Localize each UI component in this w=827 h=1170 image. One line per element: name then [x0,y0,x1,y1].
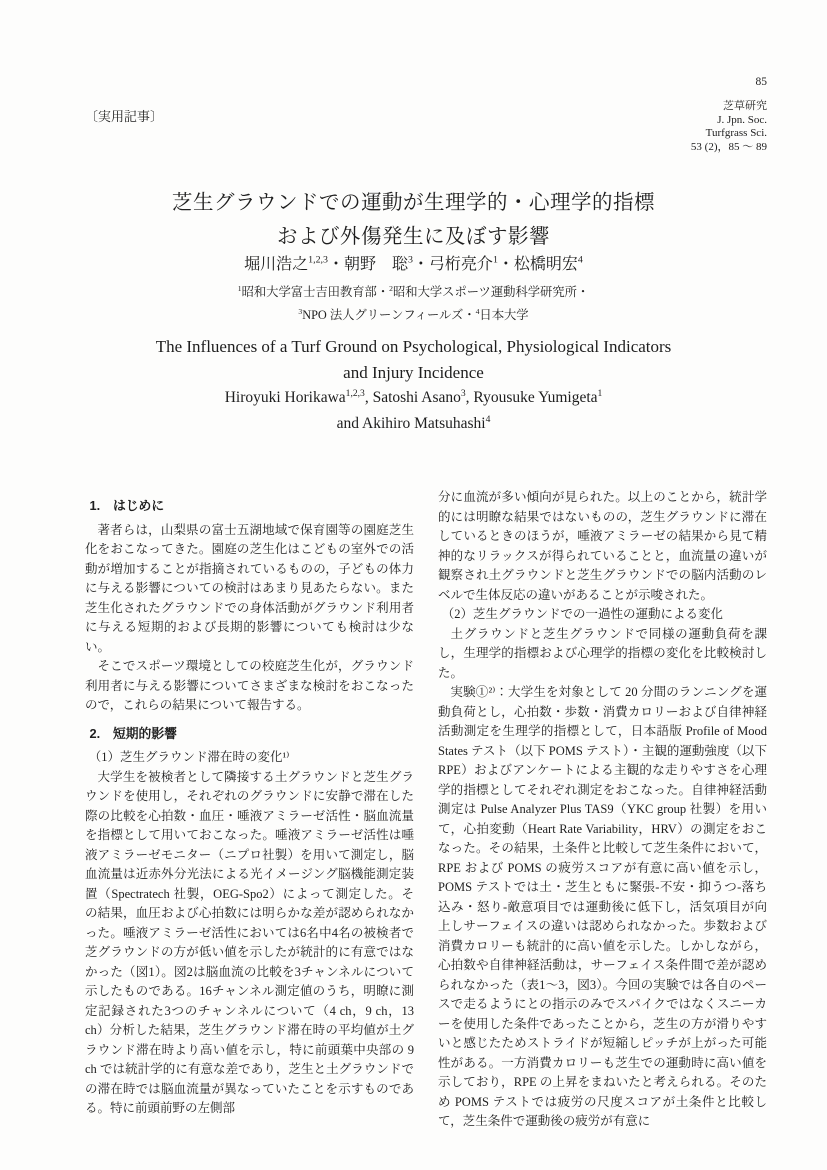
text-run: and Akihiro Matsuhashi [336,414,486,432]
superscript: 3 [460,387,466,399]
title-line: The Influences of a Turf Ground on Psychological, Physiological Indicators [155,337,672,356]
section-heading: 2. 短期的影響 [89,725,177,741]
paragraph: 実験①²⁾：大学生を対象として 20 分間のランニングを運動負荷とし，心拍数・歩数・消費カロリーおよび自律神経活動測定を生理学的指標として，日本語版 Profile of Mood States テスト（以下 POMS テスト）・主観的運動強度（以下 RPE）およびアンケートによる主観的な走りやすさを心理学的指標としてそれぞれ測定をおこなった。自律神経活動測定は Pulse Analyzer Plus TAS9（YKC group 社製）を用いて，心拍変動（Heart Rate Variability，HRV）の測定をおこなった。その結果，土条件と比較して芝生条件において，RPE および POMS の疲労スコアが有意に高い値を示し，POMS テストでは土・芝生ともに緊張-不安・抑うつ-落ち込み・怒り-敵意項目では運動後に低下し，活気項目が向上しサーフェイスの違いは認められなかった。歩数および消費カロリーも統計的に高い値を示した。しかしながら，心拍数や自律神経活動は，サーフェイス条件間で差が認められなかった（表1～3，図3）。今回の実験では各自のペースで走るようにとの指示のみでスパイクではなくスニーカーを使用した条件であったことから，芝生の方が滑りやすいと感じたためストライドが短縮しピッチが上がった可能性がある。一方消費カロリーも芝生での運動時に高い値を示しており，RPE の上昇をまねいたと考えられる。そのため POMS テストでは疲労の尺度スコアが土条件と比較して，芝生条件で運動後の疲労が有意に [438,685,767,1128]
text-run: 日本大学 [479,308,529,322]
paragraph: そこでスポーツ環境としての校庭芝生化が，グラウンド利用者に与える影響についてさまざまな検討をおこなったので，これらの結果について報告する。 [85,659,414,712]
superscript: 1 [597,387,603,399]
title-japanese [0,186,827,254]
body-columns [85,488,767,1130]
sub-heading: （2）芝生グラウンドでの一過性の運動による変化 [441,607,724,621]
superscript: 1 [237,283,242,293]
text-run: ・松橋明宏 [497,256,578,273]
author-line [0,385,827,411]
article-type-label: 〔実用記事〕 [85,109,164,124]
paragraph: 大学生を被検者として隣接する土グラウンドと芝生グラウンドを使用し，それぞれのグラウンドに安静で滞在した際の比較を心拍数・血圧・唾液アミラーゼ活性・脳血流量を指標として用いておこなった。唾液アミラーゼ活性は唾液アミラーゼモニター（ニプロ社製）を用いて測定し，脳血流量は近赤外分光法による光イメージング脳機能測定装置（Spectratech 社製，OEG-Spo2）によって測定した。その結果，血圧および心拍数には明らかな差が認められなかった。唾液アミラーゼ活性においては6名中4名の被検者で芝グラウンドの方が低い値を示したが統計的に有意ではなかった（図1）。図2は脳血流の比較を3チャンネルについて示したものである。16チャンネル測定値のうち，明瞭に測定記録された3つのチャンネルについて（4 ch，9 ch，13 ch）分析した結果，芝生グラウンド滞在時の平均値が土グラウンド滞在時より高い値を示し，特に前頭葉中央部の 9 ch では統計学的に有意な差であり，芝生と土グラウンドでの滞在時では脳血流量が異なっていたことを示すものである。特に前頭前野の左側部 [85,769,414,1115]
title-line: and Injury Incidence [343,363,484,382]
paragraph: 土グラウンドと芝生グラウンドで同様の運動負荷を課し，生理学的指標および心理学的指標の変化を比較検討した。 [438,626,767,680]
text-run: Hiroyuki Horikawa [224,389,346,406]
affiliation-line [0,304,827,327]
superscript: 3 [298,306,303,316]
affiliations-japanese [0,281,827,327]
superscript: 1,2,3 [308,254,328,266]
title-line: および外傷発生に及ぼす影響 [277,226,550,248]
page-number: 85 [755,76,767,88]
text-run: 昭和大学スポーツ運動科学研究所・ [392,285,590,299]
text-run: 堀川浩之 [244,256,309,273]
left-column [85,488,414,1130]
authors-english [0,385,827,436]
title-english [0,334,827,386]
journal-ref-line: 芝草研究 [723,100,767,112]
superscript: 3 [407,254,413,266]
authors-japanese [0,251,827,274]
superscript: 4 [485,413,491,425]
paragraph: 著者らは，山梨県の富士五湖地域で保育園等の園庭芝生化をおこなってきた。園庭の芝生化はこどもの室外での活動が増加することが指摘されているものの，子どもの体力に与える影響についての検討はあまり見あたらない。また芝生化されたグラウンドでの身体活動がグラウンド利用者に与える短期的および長期的影響についても検討は少ない。 [85,522,414,654]
text-run: 昭和大学富士吉田教育部・ [241,285,390,299]
author-line [0,411,827,437]
text-run: NPO 法人グリーンフィールズ・ [302,308,476,322]
journal-ref-line: Turfgrass Sci. [705,127,767,139]
title-line: 芝生グラウンドでの運動が生理学的・心理学的指標 [172,192,655,214]
text-run: , Satoshi Asano [364,389,461,406]
text-run: , Ryousuke Yumigeta [465,389,598,406]
superscript: 1 [492,254,498,266]
sub-heading: （1）芝生グラウンド滞在時の変化¹⁾ [88,750,290,764]
superscript: 1,2,3 [345,387,365,399]
journal-ref-line: 53 (2)，85 ～ 89 [690,140,767,153]
journal-reference [691,100,767,154]
affiliation-line [0,281,827,304]
paragraph: 分に血流が多い傾向が見られた。以上のことから，統計学的には明瞭な結果ではないものの，芝生グラウンドに滞在しているときのほうが，唾液アミラーゼの結果から見て精神的なリラックスが得られていることと，血流量の違いが観察され土グラウンドと芝生グラウンドでの脳内活動のレベルで生体反応の違いがあることが示唆された。 [438,490,767,602]
section-heading: 1. はじめに [89,498,165,513]
right-column [438,488,767,1130]
journal-ref-line: J. Jpn. Soc. [717,113,767,126]
superscript: 2 [389,283,393,293]
text-run: ・弓桁亮介 [412,256,493,273]
text-run: ・朝野 聡 [327,256,408,273]
superscript: 4 [577,254,583,266]
superscript: 4 [475,306,480,316]
